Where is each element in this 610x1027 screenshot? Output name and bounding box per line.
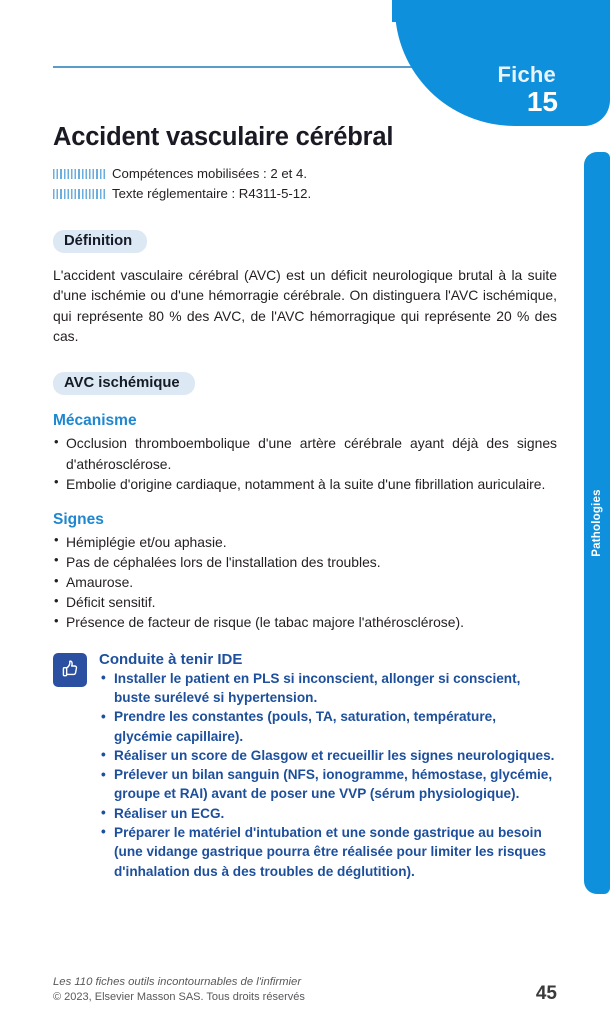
striped-bar-icon — [53, 169, 105, 179]
list-item: • Prendre les constantes (pouls, TA, saturation, température, glycémie capillaire). — [99, 707, 557, 746]
mecanisme-list — [53, 433, 557, 493]
list-item: • Préparer le matériel d'intubation et une sonde gastrique au besoin (une vidange gastrique pourra être réalisée pour limiter les risques d'inhalation dus à des troubles de déglutition). — [99, 823, 557, 881]
list-item: • Réaliser un score de Glasgow et recueillir les signes neurologiques. — [99, 746, 557, 765]
conduite-list — [99, 669, 557, 881]
header-rule — [53, 66, 425, 68]
list-item: • Occlusion thromboembolique d'une artère cérébrale ayant déjà des signes d'athérosclérose. — [53, 433, 557, 473]
list-item: • Installer le patient en PLS si inconscient, allonger si conscient, buste surélevé si hypertension. — [99, 669, 557, 708]
meta-item — [53, 164, 557, 184]
list-item: • Déficit sensitif. — [53, 592, 557, 612]
page-number: 45 — [535, 983, 557, 1004]
section-side-tab-label: Pathologies — [591, 489, 603, 557]
footer-book-title: Les 110 fiches outils incontournables de l'infirmier — [53, 975, 302, 988]
section-side-tab — [584, 152, 610, 894]
subheading-signes: Signes — [53, 510, 104, 528]
list-item: • Pas de céphalées lors de l'installation des troubles. — [53, 552, 557, 572]
list-item: • Présence de facteur de risque (le tabac majore l'athérosclérose). — [53, 612, 557, 632]
subheading-mecanisme: Mécanisme — [53, 412, 137, 430]
definition-paragraph: L'accident vasculaire cérébral (AVC) est un déficit neurologique brutal à la suite d'une ischémie ou d'une hémorragie cérébrale. On distinguera l'AVC ischémique, qui représente 80 % des AVC, de l'AVC hémorragique qui représente 20 % des cas. — [53, 267, 557, 345]
conduite-body — [99, 651, 557, 881]
list-item: • Embolie d'origine cardiaque, notamment à la suite d'une fibrillation auriculaire. — [53, 474, 557, 494]
footer-copyright: © 2023, Elsevier Masson SAS. Tous droits réservés — [53, 991, 305, 1004]
signes-list — [53, 532, 557, 633]
page-content — [53, 123, 557, 881]
footer-credits — [53, 975, 305, 1005]
list-item: • Hémiplégie et/ou aphasie. — [53, 532, 557, 552]
section-heading-definition: Définition — [53, 230, 147, 253]
thumbs-up-icon — [53, 653, 87, 687]
conduite-title: Conduite à tenir IDE — [99, 650, 243, 668]
page-title: Accident vasculaire cérébral — [53, 123, 394, 151]
meta-item-label: Compétences mobilisées : 2 et 4. — [112, 166, 307, 182]
meta-item-label: Texte réglementaire : R4311-5-12. — [112, 186, 312, 202]
meta-item — [53, 184, 557, 204]
striped-bar-icon — [53, 189, 105, 199]
meta-list — [53, 164, 557, 204]
list-item: • Réaliser un ECG. — [99, 804, 557, 823]
conduite-a-tenir-block — [53, 651, 557, 881]
fiche-number: 15 — [526, 86, 558, 117]
list-item: • Prélever un bilan sanguin (NFS, ionogramme, hémostase, glycémie, groupe et RAI) avant de poser une VVP (sérum physiologique). — [99, 765, 557, 804]
page-footer — [53, 975, 557, 1005]
section-heading-avc-ischemique: AVC ischémique — [53, 372, 195, 395]
list-item: • Amaurose. — [53, 572, 557, 592]
fiche-label: Fiche — [497, 62, 556, 87]
